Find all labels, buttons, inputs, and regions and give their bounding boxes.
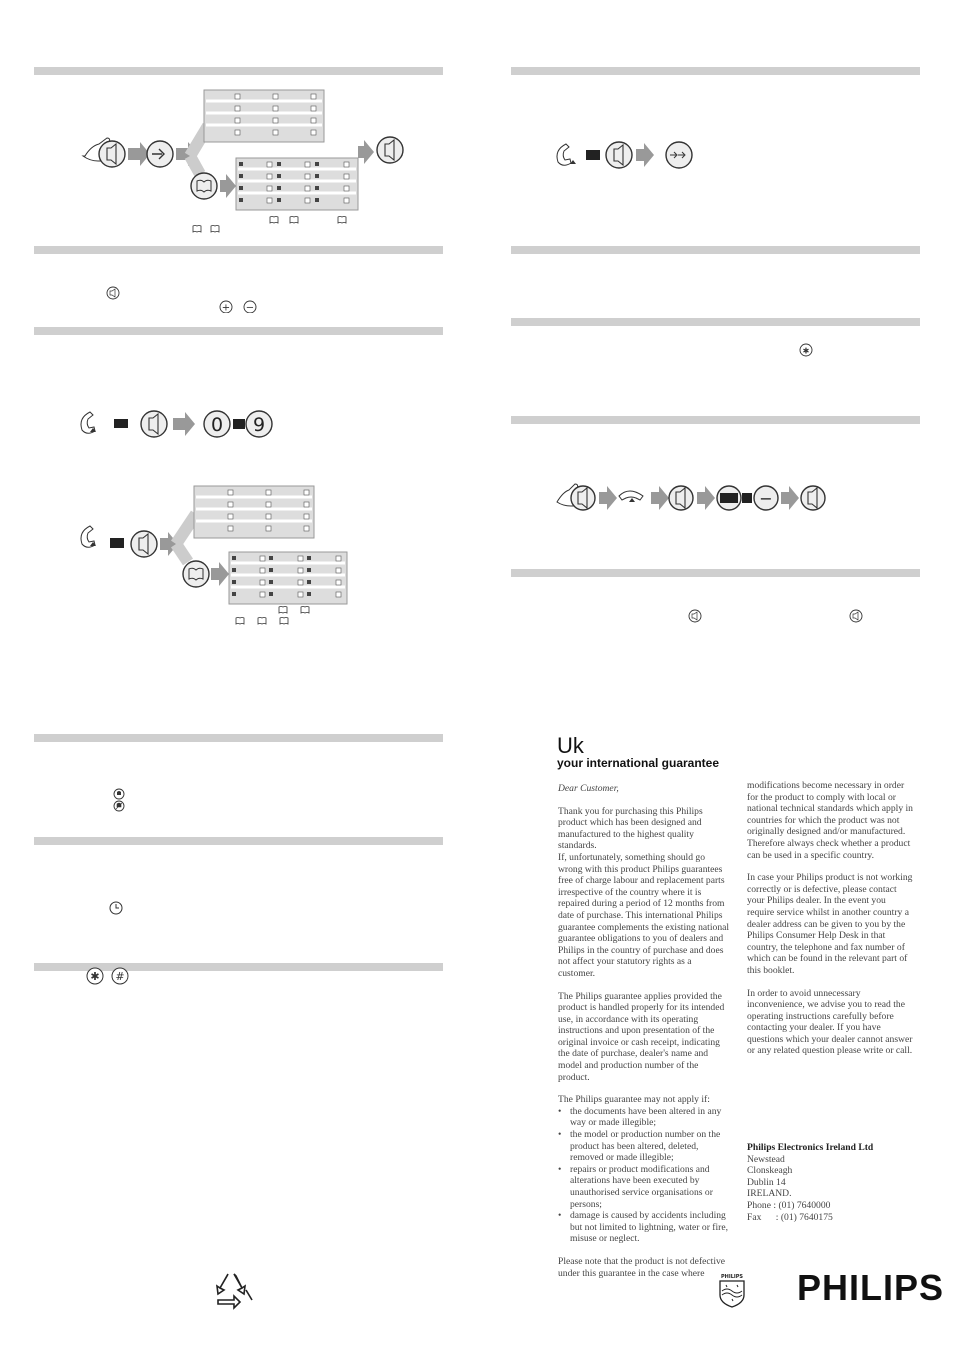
- section-bar-r3: [511, 318, 920, 326]
- col1-paragraph-2: If, unfortunately, something should go wrong with this product Philips guarantees free of charge labour and replacement parts irrespective of the country where it is repaired during a period of 12 months from date of purchase. This international Philips guarantee complements the existing national guarantee obligations to you of dealers and Philips in the country of purchase and does not affect your statutory rights as a customer.: [558, 851, 730, 979]
- handset-down-icon: [619, 491, 643, 500]
- phone: Phone : (01) 7640000: [747, 1199, 831, 1211]
- address-line: Dublin 14: [747, 1176, 786, 1188]
- transfer-diagram: [552, 140, 702, 172]
- philips-shield-logo: [717, 1272, 747, 1308]
- dial-memory-diagram: [76, 406, 276, 442]
- section-bar-r1: [511, 67, 920, 75]
- col2-paragraph-1: modifications become necessary in order for the product to comply with local or national technical standards which apply in countries for which the product was not originally designed and/or manufactured. Therefore always check whether a product can be used in a specific country.: [747, 780, 913, 861]
- address-block: [747, 1142, 915, 1223]
- guarantee-column-2: [747, 780, 915, 1057]
- svg-text:−: −: [245, 302, 255, 313]
- section-bar-r4: [511, 416, 920, 424]
- col1-paragraph-4: The Philips guarantee may not apply if:: [558, 1094, 710, 1106]
- list-item: • repairs or product modifications and alterations have been executed by unauthorised service organisations or persons;: [558, 1164, 730, 1210]
- col1-paragraph-1: Thank you for purchasing this Philips product which has been designed and manufactured to the highest quality standards.: [558, 805, 703, 852]
- memory-key-icon: [99, 141, 125, 167]
- exclusions-list: [558, 1106, 730, 1245]
- flash-timer-icon: [108, 900, 124, 916]
- svg-text:✱: ✱: [802, 346, 810, 356]
- phonebook-panel-lower: [236, 158, 358, 210]
- guarantee-heading: your international guarantee: [557, 756, 720, 770]
- section-bar-r2: [511, 246, 920, 254]
- star-key-small-icon: [799, 343, 813, 357]
- svg-text:✱: ✱: [90, 970, 100, 983]
- erase-memory-diagram: [555, 480, 830, 516]
- section-bar-2: [34, 246, 443, 254]
- address-line: IRELAND.: [747, 1188, 792, 1200]
- address-line: Clonskeagh: [747, 1165, 793, 1177]
- guarantee-lang-code: Uk: [557, 733, 584, 758]
- svg-text:−: −: [759, 489, 773, 508]
- svg-text:9: 9: [252, 414, 266, 436]
- star-hash-keys: [86, 966, 136, 986]
- guarantee-column-1: [558, 783, 730, 1279]
- list-item: • the model or production number on the product has been altered, deleted, removed or made illegible;: [558, 1129, 730, 1164]
- phonebook-key-icon: [191, 173, 217, 199]
- col1-paragraph-5: Please note that the product is not defective under this guarantee in the case where: [558, 1255, 726, 1279]
- section-bar-1: [34, 67, 443, 75]
- list-item: • damage is caused by accidents including but not limited to lightning, water or fire, misuse or neglect.: [558, 1210, 730, 1245]
- col2-paragraph-2: In case your Philips product is not working correctly or is defective, please contact your Philips dealer. In the event you require service whilst in another country a dealer address can be given to you by the Philips Consumer Help Desk in that country, the telephone and fax number of which can be found in the relevant part of this booklet.: [747, 872, 913, 976]
- address-company: Philips Electronics Ireland Ltd: [747, 1142, 874, 1153]
- svg-text:PHILIPS: PHILIPS: [720, 1274, 744, 1280]
- speaker-key-icon: [107, 287, 119, 299]
- section-bar-r5: [511, 569, 920, 577]
- section-bar-5: [34, 837, 443, 845]
- speaker-small-icons: [688, 609, 868, 623]
- recycle-icon: [212, 1270, 256, 1310]
- memory-panel-upper: [204, 90, 324, 142]
- ringer-icons: [112, 788, 126, 816]
- memory-flow-diagram: [80, 86, 420, 236]
- volume-keys: [105, 285, 265, 313]
- list-item: • the documents have been altered in any way or made illegible;: [558, 1106, 730, 1129]
- address-line: Newstead: [747, 1153, 785, 1165]
- svg-text:+: +: [221, 302, 231, 313]
- salutation: Dear Customer,: [558, 783, 619, 794]
- fax: Fax : (01) 7640175: [747, 1211, 833, 1223]
- col2-paragraph-3: In order to avoid unnecessary inconvenience, we advise you to read the operating instructions carefully before contacting your dealer. If you have questions which your dealer cannot answer or any related question please write or call.: [747, 987, 913, 1057]
- section-bar-3: [34, 327, 443, 335]
- svg-text:#: #: [115, 970, 125, 983]
- col1-paragraph-3: The Philips guarantee applies provided the product is handled properly for its intended use, in accordance with its operating instructions and upon presentation of the original invoice or cash receipt, indicating the date of purchase, dealer's name and model and production number of the product.: [558, 990, 725, 1083]
- book-glyphs: [193, 217, 346, 233]
- philips-wordmark: PHILIPS: [797, 1267, 945, 1308]
- section-bar-4: [34, 734, 443, 742]
- handset-memory-diagram: [76, 484, 356, 634]
- svg-text:0: 0: [210, 414, 224, 436]
